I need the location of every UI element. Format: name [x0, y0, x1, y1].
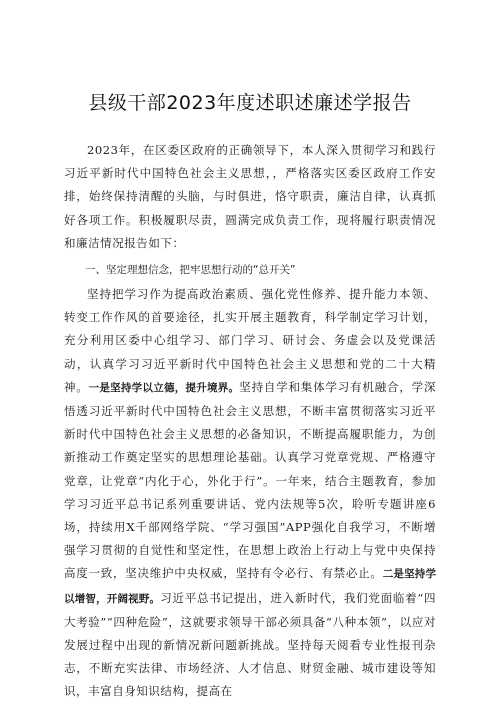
section-1-bold-point-1: 一是坚持学以立德，提升境界。	[88, 381, 240, 394]
section-1-text-c: 习近平总书记提出，进入新时代，我们党面临着“四大考验”“四种危险”，这就要求领导干部必须具备“八种本领”，以应对发展过程中出现的新情况新问题新挑战。坚持每天阅看专业性报刊杂志，不断充实法律、市场经济、人才信息、财贸金融、城市建设等知识，丰富自身知识结构，提高在	[64, 590, 436, 699]
section-1-text-a: 坚持把学习作为提高政治素质、强化党性修养、提升能力本领、转变工作作风的首要途径，扎实开展主题教育，科学制定学习计划，充分利用区委中心组学习、部门学习、研讨会、务虚会以及党课活动，认真学习习近平新时代中国特色社会主义思想和党的二十大精神。	[64, 287, 436, 394]
section-1-bold-point-2: 二是坚持学以增智，开阔视野。	[64, 568, 437, 605]
document-title: 县级干部2023年度述职述廉述学报告	[88, 92, 412, 114]
section-1-paragraph	[64, 283, 436, 704]
intro-paragraph: 2023年，在区委区政府的正确领导下，本人深入贯彻学习和践行习近平新时代中国特色社会主义思想，，严格落实区委区政府工作安排，始终保持清醒的头脑，与时俱进，恪守职责，廉洁自律，认真抓好各项工作。积极履职尽责，圆满完成负责工作，现将履行职责情况和廉洁情况报告如下：	[64, 143, 436, 250]
section-heading-1: 一、坚定理想信念，把牢思想行动的“总开关”	[85, 264, 296, 277]
section-1-text-b: 坚持自学和集体学习有机融合，学深悟透习近平新时代中国特色社会主义思想，不断丰富贯彻落实习近平新时代中国特色社会主义思想的必备知识，不断提高履职能力，为创新推动工作奠定坚实的思想理论基础。认真学习党章党规、严格遵守党章，让党章“内化于心，外化于行”。一年来，结合主题教育，参加学习习近平总书记系列重要讲话、党内法规等5次，聆听专题讲座6场，持续用X千部网络学院、“学习强国”APP强化自我学习，不断增强学习贯彻的自觉性和坚定性，在思想上政治上行动上与党中央保持高度一致，坚决维护中央权威，坚持有令必行、有禁必止。	[64, 379, 436, 581]
document-body	[0, 139, 500, 704]
